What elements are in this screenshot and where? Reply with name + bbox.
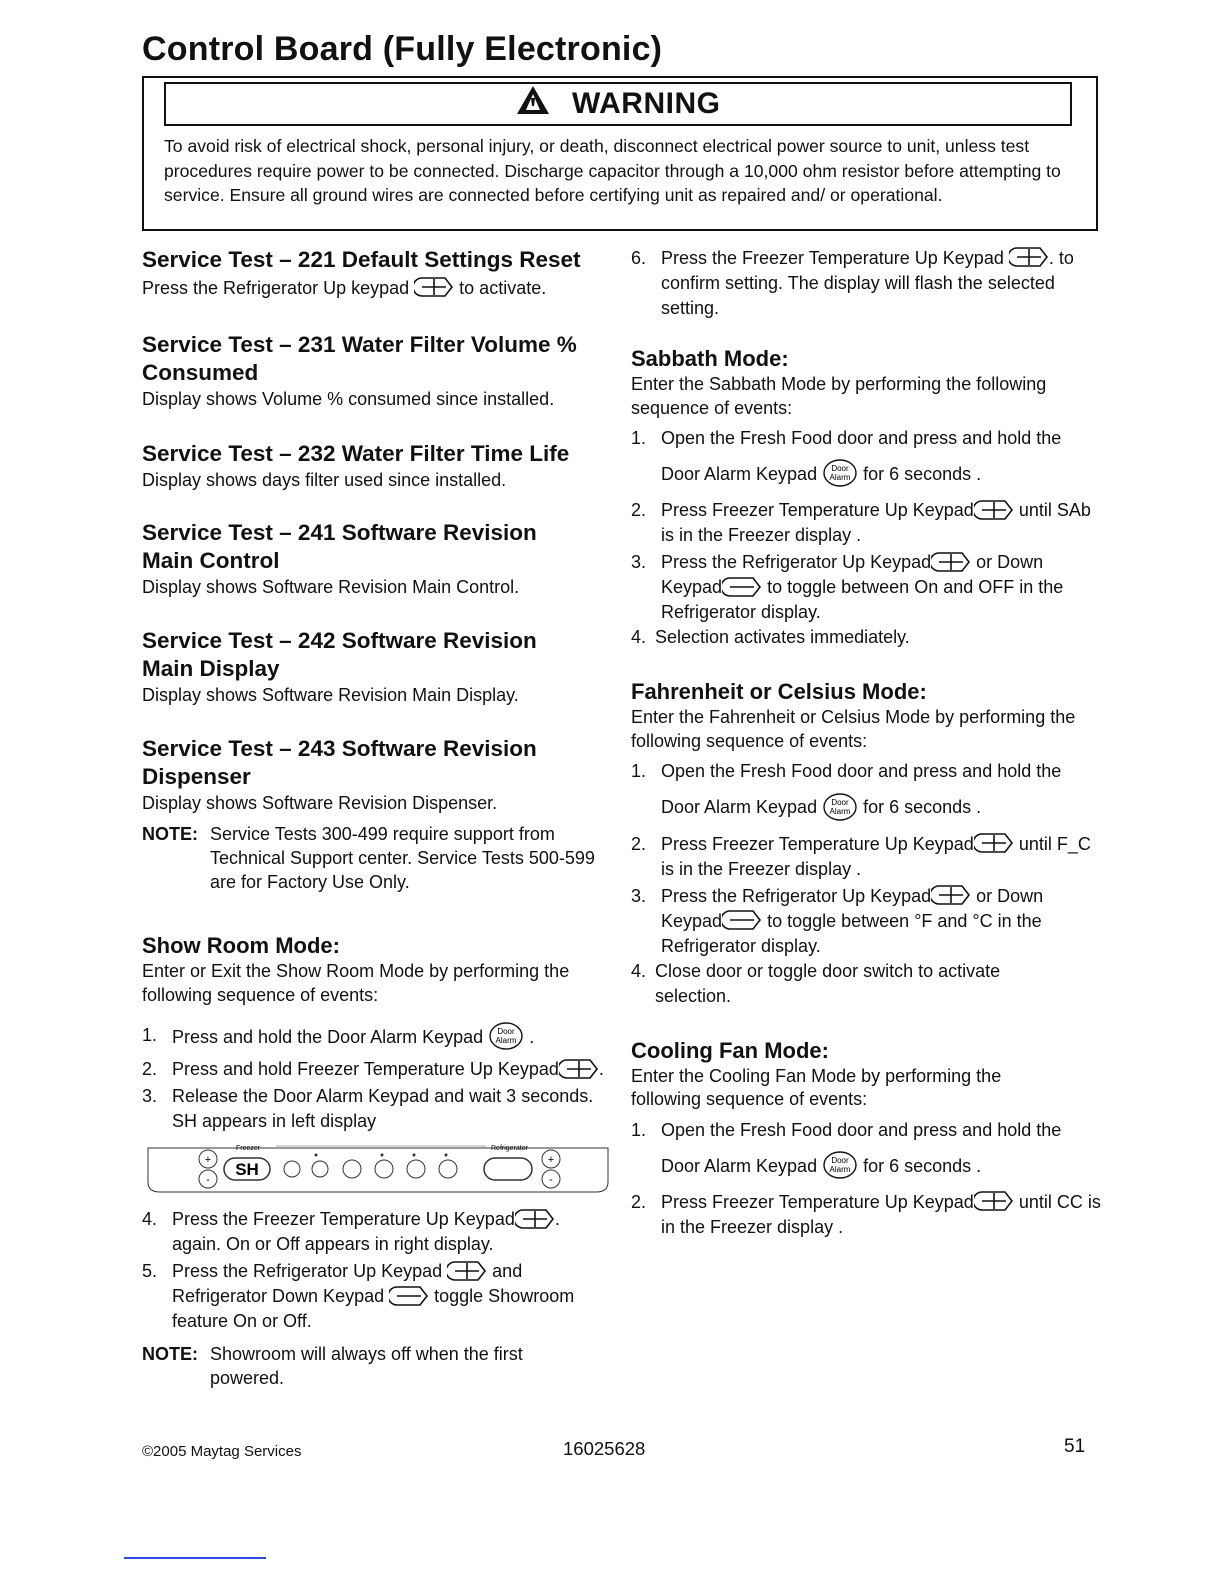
footer-copyright: ©2005 Maytag Services — [142, 1443, 302, 1460]
step-text-end: toggle Showroom feature On or Off. — [172, 1286, 575, 1332]
section-intro: Enter the Cooling Fan Mode by performing the following sequence of events: — [631, 1065, 1002, 1109]
section-intro: Enter the Sabbath Mode by performing the following sequence of events: — [631, 374, 1047, 418]
step-text-keypad: Door Alarm Keypad — [661, 464, 818, 484]
step-text-mid: or Down Keypad — [661, 552, 1044, 598]
section-intro: Enter or Exit the Show Room Mode by performing the following sequence of events: — [142, 961, 570, 1005]
plus-keypad-icon — [559, 1058, 599, 1080]
note-showroom — [142, 1342, 612, 1390]
control-panel-diagram — [146, 1142, 612, 1196]
minus-keypad-icon — [722, 576, 762, 598]
service-test-221 — [142, 246, 612, 300]
section-heading: Service Test – 242 Software Revision Main Display — [142, 628, 537, 682]
svg-text:+: + — [204, 1154, 212, 1167]
page-title: Control Board (Fully Electronic) — [142, 30, 663, 68]
section-description: Display shows Software Revision Dispenser. — [142, 793, 498, 814]
section-description: Display shows Software Revision Main Control. — [142, 577, 520, 598]
step-text-end: again. On or Off appears in right display. — [172, 1234, 494, 1255]
sabbath-mode — [631, 345, 1106, 650]
service-test-241 — [142, 519, 612, 599]
fahrenheit-celsius-mode — [631, 678, 1106, 1008]
plus-keypad-icon — [974, 499, 1014, 521]
service-test-243 — [142, 735, 612, 815]
step-text: Press and hold Freezer Temperature Up Keypad — [172, 1059, 559, 1080]
step-text-end: to toggle between On and OFF in the Refrigerator display. — [661, 577, 1064, 623]
step-text: Press Freezer Temperature Up Keypad — [661, 500, 974, 521]
step-text-and: and — [492, 1261, 523, 1282]
list-item — [631, 426, 1106, 490]
step-number: 3. — [631, 885, 647, 906]
note-text: Service Tests 300-499 require support from Technical Support center. Service Tests 500-599 are for Factory Use Only. — [210, 824, 595, 893]
note-service-tests — [142, 822, 612, 894]
left-column — [142, 246, 612, 1390]
step-text: Close door or toggle door switch to activate selection. — [655, 960, 1001, 1006]
step-text-end: until CC is in the Freezer display . — [661, 1191, 1101, 1237]
step-text: Press Freezer Temperature Up Keypad — [661, 833, 974, 854]
plus-keypad-icon — [931, 551, 971, 573]
list-item — [142, 1084, 612, 1134]
step-text-end: . — [598, 1059, 604, 1080]
step-text-end: until SAb is in the Freezer display . — [661, 500, 1091, 546]
section-heading: Fahrenheit or Celsius Mode: — [631, 679, 927, 705]
step-number: 6. — [631, 248, 647, 268]
step-number: 3. — [631, 552, 647, 573]
step-number: 1. — [631, 428, 647, 448]
door-alarm-keypad-icon — [488, 1021, 524, 1051]
step-text-end: for 6 seconds . — [863, 1155, 982, 1176]
list-item: 4. Press the Freezer Temperature Up Keypad . again. On or Off appears in right display. — [142, 1207, 612, 1257]
section-description: Press the Refrigerator Up keypad — [142, 278, 410, 298]
minus-keypad-icon — [722, 909, 762, 931]
footer-doc-number: 16025628 — [563, 1438, 646, 1459]
step-number: 1. — [631, 761, 647, 782]
svg-text:Freezer: Freezer — [236, 1145, 261, 1153]
step-text: Open the Fresh Food door and press and hold the — [661, 761, 1062, 782]
section-description: Display shows days filter used since installed. — [142, 470, 507, 491]
note-label: NOTE: — [142, 1344, 198, 1365]
svg-text:Alarm: Alarm — [495, 1036, 517, 1046]
plus-keypad-icon — [447, 1260, 487, 1282]
step-number: 5. — [142, 1261, 158, 1282]
step-number: 1. — [142, 1025, 158, 1046]
svg-text:Alarm: Alarm — [829, 806, 851, 816]
warning-text: To avoid risk of electrical shock, personal injury, or death, disconnect electrical power source to unit, unless test procedures require power to be connected. Discharge capacitor through a 10,000 ohm resistor before attempting to service. Ensure all ground wires are connected before certifying unit as repaired and/ or operational. — [164, 136, 1061, 205]
section-heading: Service Test – 231 Water Filter Volume % Consumed — [142, 332, 577, 386]
service-test-232 — [142, 440, 612, 492]
step-text-keypad: Door Alarm Keypad — [661, 1155, 818, 1176]
svg-text:Door: Door — [497, 1027, 515, 1037]
step-text-down: Refrigerator Down Keypad — [172, 1286, 385, 1307]
step-text-end: to confirm setting. The display will flash the selected setting. — [661, 248, 1074, 318]
step-number: 2. — [631, 500, 647, 521]
step-number: 4. — [631, 627, 647, 648]
warning-triangle-icon — [516, 85, 550, 115]
list-item — [631, 759, 1106, 823]
section-intro: Enter the Fahrenheit or Celsius Mode by performing the following sequence of events: — [631, 707, 1076, 751]
step-text: Selection activates immediately. — [655, 627, 910, 648]
plus-keypad-icon — [515, 1208, 555, 1230]
door-alarm-keypad-icon — [822, 1150, 858, 1180]
scan-artifact-line — [124, 1557, 266, 1559]
step-text: Press the Refrigerator Up Keypad — [661, 885, 932, 906]
step-text-end: . — [529, 1027, 535, 1047]
step-text: Press the Freezer Temperature Up Keypad — [661, 248, 1004, 268]
warning-header — [164, 82, 1072, 126]
step-text: Press the Freezer Temperature Up Keypad — [172, 1209, 515, 1230]
svg-text:Door: Door — [831, 1155, 849, 1165]
list-item — [142, 1259, 612, 1334]
section-heading: Service Test – 232 Water Filter Time Life — [142, 441, 570, 467]
warning-heading: WARNING — [571, 87, 721, 120]
note-text: Showroom will always off when the first powered. — [210, 1344, 523, 1389]
step-number: 4. — [631, 960, 647, 981]
step-text: Press and hold the Door Alarm Keypad — [172, 1027, 484, 1047]
svg-text:+: + — [547, 1154, 555, 1167]
list-item — [631, 1118, 1106, 1182]
step-text: Press Freezer Temperature Up Keypad — [661, 1191, 974, 1212]
section-description: Display shows Software Revision Main Display. — [142, 685, 519, 706]
list-item — [631, 1190, 1106, 1240]
plus-keypad-icon — [974, 1190, 1014, 1212]
section-heading: Sabbath Mode: — [631, 346, 789, 371]
svg-text:Alarm: Alarm — [829, 473, 851, 483]
list-item — [631, 832, 1106, 882]
svg-text:-: - — [549, 1174, 553, 1187]
step-text-end: for 6 seconds . — [863, 797, 982, 818]
svg-text:-: - — [206, 1174, 210, 1187]
plus-keypad-icon — [974, 832, 1014, 854]
list-item — [631, 498, 1106, 548]
step-number: 1. — [631, 1119, 647, 1140]
service-test-231 — [142, 331, 612, 411]
step-number: 2. — [142, 1059, 158, 1080]
list-item — [142, 1057, 612, 1082]
step-text-mid: or Down Keypad — [661, 885, 1044, 931]
note-label: NOTE: — [142, 824, 198, 845]
section-heading: Show Room Mode: — [142, 933, 340, 959]
section-description-end: to activate. — [459, 278, 547, 298]
plus-keypad-icon — [931, 884, 971, 906]
svg-text:SH: SH — [235, 1160, 259, 1180]
step-text-end: until F_C is in the Freezer display . — [661, 833, 1091, 879]
warning-box — [142, 76, 1098, 231]
door-alarm-keypad-icon — [822, 792, 858, 822]
svg-text:Door: Door — [831, 464, 849, 474]
step-text-end: for 6 seconds . — [863, 464, 982, 484]
step-text: Press the Refrigerator Up Keypad — [172, 1261, 443, 1282]
section-heading: Cooling Fan Mode: — [631, 1037, 829, 1063]
cooling-fan-mode — [631, 1037, 1106, 1240]
list-item — [631, 959, 1106, 1009]
step-number: 2. — [631, 1191, 647, 1212]
section-description: Display shows Volume % consumed since installed. — [142, 389, 555, 410]
section-heading: Service Test – 221 Default Settings Reset — [142, 247, 581, 272]
service-test-242 — [142, 627, 612, 707]
plus-keypad-icon — [414, 276, 454, 298]
minus-keypad-icon — [389, 1285, 429, 1307]
step-number: 2. — [631, 833, 647, 854]
section-heading: Service Test – 243 Software Revision Dispenser — [142, 736, 537, 790]
list-item — [631, 625, 1106, 650]
step-number: 4. — [142, 1209, 158, 1230]
step-text-keypad: Door Alarm Keypad — [661, 797, 818, 818]
page-number: 51 — [1064, 1436, 1086, 1457]
step-number: 3. — [142, 1086, 158, 1107]
right-column — [631, 246, 1106, 1240]
door-alarm-keypad-icon — [822, 458, 858, 488]
list-item — [631, 550, 1106, 625]
svg-text:Refrigerator: Refrigerator — [491, 1145, 528, 1153]
step-text: Open the Fresh Food door and press and hold the — [661, 1119, 1062, 1140]
section-heading: Service Test – 241 Software Revision Main Control — [142, 520, 537, 574]
step-text: Open the Fresh Food door and press and hold the — [661, 428, 1062, 448]
list-item — [142, 1023, 612, 1053]
step-text: Press the Refrigerator Up Keypad — [661, 552, 932, 573]
svg-text:Alarm: Alarm — [829, 1164, 851, 1174]
show-room-mode — [142, 932, 612, 1390]
svg-text:Door: Door — [831, 797, 849, 807]
plus-keypad-icon — [1009, 246, 1049, 268]
step-text-end: to toggle between °F and °C in the Refrigerator display. — [661, 910, 1042, 956]
list-item — [631, 884, 1106, 959]
list-item: 6. Press the Freezer Temperature Up Keypad . to confirm setting. The display will flash the selected setting. — [631, 246, 1106, 321]
step-text: Release the Door Alarm Keypad and wait 3 seconds. SH appears in left display — [172, 1086, 594, 1132]
